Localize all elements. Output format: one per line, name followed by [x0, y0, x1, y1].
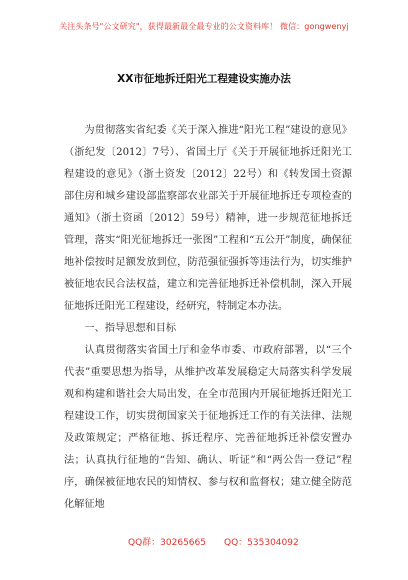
document-title: XX市征地拆迁阳光工程建设实施办法: [117, 73, 291, 85]
footer-qq-group: QQ群：30265665: [128, 538, 206, 548]
footer: [0, 535, 408, 547]
body-paragraph: 认真贯彻落实省国土厅和金华市委、市政府部署，以“三个代表”重要思想为指导，从维护改革发展稳定大局落实科学发展观和构建和谐社会大局出发，在全市范围内开展征地拆迁阳光工程建设工作，切实贯彻国家关于征地拆迁工作的有关法律、法规及政策规定；严格征地、拆迁程序、完善征地拆迁补偿安置办法；认真执行征地的“告知、确认、听证”和“两公告一登记”程序，确保被征地农民的知情权、参与权和监督权；建立健全防范化解征地: [64, 345, 352, 510]
footer-qq-contact: QQ：535304092: [224, 538, 299, 548]
document-body: [64, 120, 352, 516]
preamble-paragraph: 为贯彻落实省纪委《关于深入推进“阳光工程”建设的意见》（浙纪发〔2012〕7号）、省国土厅《关于开展征地拆迁阳光工程建设的意见》（浙土资发〔2012〕22号）和《转发国土资源部住房和城乡建设部监察部农业部关于开展征地拆迁专项检查的通知》（浙土资函〔2012〕59号）精神，进一步规范征地拆迁管理，落实“阳光征地拆迁一张图”工程和“五公开”制度，确保征地补偿按时足额发放到位，防范强征强拆等违法行为，切实维护被征地农民合法权益，建立和完善征地拆迁补偿机制，深入开展征地拆迁阳光工程建设，经研究，特制定本办法。: [64, 125, 352, 312]
header-promo-note: 关注头条号"公文研究"，获得最新最全最专业的公文资料库！ 微信：gongwenyj: [59, 22, 349, 31]
section-heading: 一、指导思想和目标: [84, 323, 177, 334]
